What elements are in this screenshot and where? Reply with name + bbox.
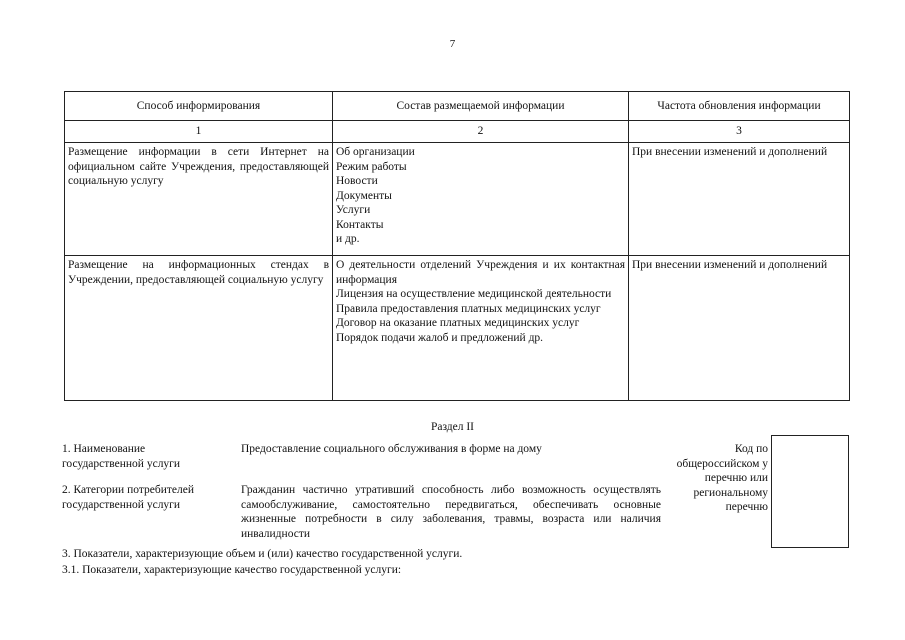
- content-item: Лицензия на осуществление медицинской деятельности: [336, 288, 612, 300]
- content-item: Договор на оказание платных медицинских услуг: [336, 317, 580, 329]
- content-item: Услуги: [336, 204, 371, 216]
- table-row: [65, 256, 850, 401]
- information-table: [64, 91, 850, 401]
- page-number: 7: [449, 38, 456, 50]
- consumer-category-value: Гражданин частично утративший способность либо возможность осуществлять самообслуживание, самостоятельно передвигаться, обеспечивать основные жизненные потребности в силу заболевания, травмы, возраста или наличия инвалидности: [241, 484, 661, 540]
- content-item: и др.: [336, 233, 360, 245]
- content-item: Порядок подачи жалоб и предложений др.: [336, 331, 544, 344]
- table-row: [65, 143, 850, 256]
- row-2-method: Размещение на информационных стендах в Учреждении, предоставляющей социальную услугу: [65, 256, 333, 401]
- header-method: Способ информирования: [65, 92, 333, 121]
- table-header-row: [65, 92, 850, 121]
- column-number-1: 1: [65, 121, 333, 143]
- row-2-content: [333, 256, 629, 401]
- content-item: О деятельности отделений Учреждения и их контактная информация: [336, 259, 625, 286]
- row-2-frequency: При внесении изменений и дополнений: [629, 256, 850, 401]
- column-number-2: 2: [333, 121, 629, 143]
- service-name-value: Предоставление социального обслуживания в форме на дому: [241, 443, 542, 455]
- service-name-label: 1. Наименование государственной услуги: [62, 443, 181, 470]
- consumer-category-label: 2. Категории потребителей государственной услуги: [62, 484, 194, 511]
- content-item: Контакты: [336, 218, 384, 231]
- quality-indicators-heading: 3.1. Показатели, характеризующие качество государственной услуги:: [62, 564, 402, 576]
- content-item: Документы: [336, 189, 392, 202]
- header-frequency: Частота обновления информации: [629, 92, 850, 121]
- code-label: Код по общероссийском у перечню или региональному перечню: [676, 443, 768, 513]
- header-content: Состав размещаемой информации: [333, 92, 629, 121]
- content-item: Об организации: [336, 146, 415, 158]
- column-number-3: 3: [629, 121, 850, 143]
- code-box: [771, 435, 849, 548]
- section-title: Раздел II: [430, 421, 475, 433]
- content-item: Новости: [336, 175, 378, 187]
- content-item: Режим работы: [336, 160, 407, 173]
- content-item: Правила предоставления платных медицинских услуг: [336, 302, 601, 315]
- row-1-content: [333, 143, 629, 256]
- row-1-method: Размещение информации в сети Интернет на официальном сайте Учреждения, предоставляющей социальную услугу: [65, 143, 333, 256]
- table-number-row: [65, 121, 850, 143]
- row-1-frequency: При внесении изменений и дополнений: [629, 143, 850, 256]
- indicators-heading: 3. Показатели, характеризующие объем и (или) качество государственной услуги.: [62, 548, 463, 560]
